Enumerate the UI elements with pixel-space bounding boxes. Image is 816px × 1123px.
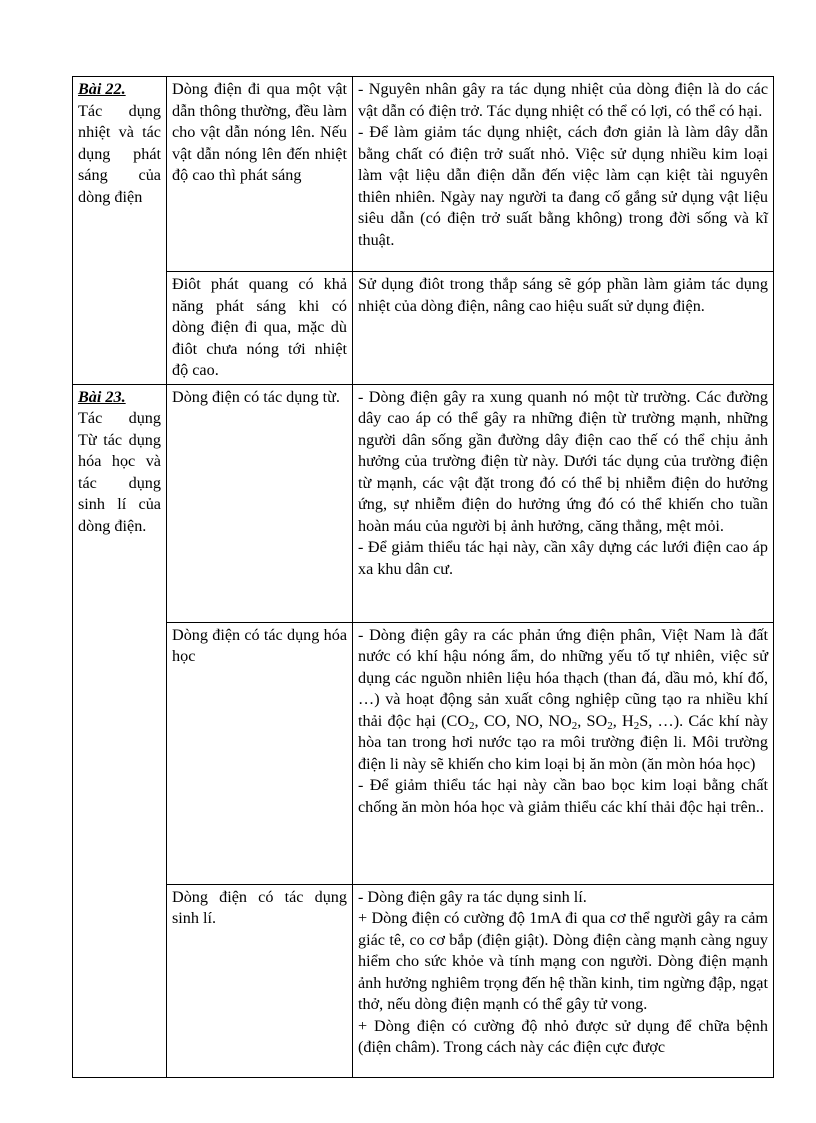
lesson-23-title: Bài 23. (78, 387, 126, 406)
gas-formula: CO (483, 711, 507, 730)
table-row (73, 272, 774, 385)
gas-formula: $NO_2$ (548, 711, 578, 732)
table-row (73, 77, 774, 272)
impact-paragraph (358, 625, 768, 776)
impact-paragraph: - Dòng điện gây ra tác dụng sinh lí. (358, 887, 587, 906)
effect-cell (167, 384, 353, 622)
effect-text: Dòng điện đi qua một vật dẫn thông thường, đều làm cho vật dẫn nóng lên. Nếu vật dẫn nóng lên đến nhiệt độ cao thì phát sáng (172, 80, 347, 184)
impact-paragraph: + Dòng điện có cường độ 1mA đi qua cơ thể người gây ra cảm giác tê, co cơ bắp (điện giật). Dòng điện càng mạnh càng nguy hiểm cho sức khỏe và tính mạng con người. Dòng điện mạnh ảnh hưởng nghiêm trọng đến hệ thần kinh, tim ngừng đập, ngạt thở, nếu dòng điện mạnh có thể gây tử vong. (358, 909, 768, 1013)
impact-paragraph: Sử dụng điôt trong thắp sáng sẽ góp phần làm giảm tác dụng nhiệt của dòng điện, nâng cao hiệu suất sử dụng điện. (358, 275, 768, 315)
effect-cell (167, 272, 353, 385)
table-row (73, 884, 774, 1077)
gas-formula-list: $CO_2$, CO, NO, $NO_2$, $SO_2$, $H_2S$, … (446, 711, 674, 732)
lesson-22-title: Bài 22. (78, 80, 126, 98)
impact-paragraph: - Để giảm thiểu tác hại này cần bao bọc kim loại bằng chất chống ăn mòn hóa học và giảm thiểu các khí thải độc hại trên.. (358, 776, 768, 816)
impact-cell (353, 622, 774, 884)
effect-cell (167, 622, 353, 884)
effect-text: Dòng điện có tác dụng sinh lí. (172, 887, 347, 927)
effect-cell (167, 884, 353, 1077)
impact-paragraph: - Dòng điện gây ra xung quanh nó một từ trường. Các đường dây cao áp có thể gây ra những điện từ trường mạnh, những người dân sống gần đường dây điện cao thế có thể chịu ảnh hưởng của trường điện từ này. Dưới tác dụng của trường điện từ mạnh, các vật đặt trong đó có thể bị nhiễm điện do hưởng ứng, sự nhiễm điện do hưởng ứng đó có thể khiến cho tuần hoàn máu của người bị ảnh hưởng, căng thẳng, mệt mỏi. (358, 387, 768, 535)
effect-text: Dòng điện có tác dụng hóa học (172, 625, 347, 665)
lesson-23-cell (73, 384, 167, 1077)
lesson-table (72, 76, 774, 1078)
impact-paragraph: - Để giảm thiểu tác hại này, cần xây dựng các lưới điện cao áp xa khu dân cư. (358, 538, 768, 578)
impact-cell (353, 272, 774, 385)
effect-text: Dòng điện có tác dụng từ. (172, 387, 340, 406)
lesson-22-subtitle: Tác dụng nhiệt và tác dụng phát sáng của dòng điện (78, 101, 161, 206)
table-row (73, 622, 774, 884)
gas-formula: … (657, 711, 674, 730)
gas-formula: $SO_2$ (586, 711, 613, 732)
gas-formula: $H_2S$ (622, 711, 649, 732)
impact-intro: - Dòng điện gây ra các phản ứng điện phân, Việt Nam là đất nước có khí hậu nóng ẩm, do những yếu tố tự nhiên, việc sử dụng các nguồn nhiên liệu hóa thạch (than đá, dầu mỏ, khí đố, …) và hoạt động sản xuất công nghiệp cũng tạo ra nhiều khí thải độc hại ( (358, 625, 768, 730)
lesson-23-subtitle: Tác dụng Từ tác dụng hóa học và tác dụng sinh lí của dòng điện. (78, 409, 161, 535)
impact-cell (353, 884, 774, 1077)
lesson-22-cell (73, 77, 167, 385)
impact-cell (353, 384, 774, 622)
impact-cell (353, 77, 774, 272)
effect-text: Điôt phát quang có khả năng phát sáng khi có dòng điện đi qua, mặc dù điôt chưa nóng tới nhiệt độ cao. (172, 275, 347, 379)
effect-cell (167, 77, 353, 272)
gas-formula: $CO_2$ (446, 711, 475, 732)
impact-paragraph: - Nguyên nhân gây ra tác dụng nhiệt của dòng điện là do các vật dẫn có điện trở. Tác dụng nhiệt có thể có lợi, có thể có hại. (358, 80, 768, 120)
impact-paragraph: + Dòng điện có cường độ nhỏ được sử dụng để chữa bệnh (điện châm). Trong cách này các điện cực được (358, 1016, 768, 1056)
impact-paragraph: - Để làm giảm tác dụng nhiệt, cách đơn giản là làm dây dẫn bằng chất có điện trở suất nhỏ. Việc sử dụng nhiều kim loại làm vật liệu dẫn điện dẫn đến việc làm cạn kiệt tài nguyên thiên nhiên. Ngày nay người ta đang cố gắng sử dụng vật liệu siêu dẫn (có điện trở suất bằng không) trong đời sống và kĩ thuật. (358, 123, 768, 249)
gas-formula: NO (515, 711, 540, 730)
impact-outro: ). Các khí này hòa tan trong hơi nước tạo ra môi trường điện li. Môi trường điện li này sẽ khiến cho kim loại bị ăn mòn (ăn mòn hóa học) (358, 711, 769, 773)
table-row (73, 384, 774, 622)
